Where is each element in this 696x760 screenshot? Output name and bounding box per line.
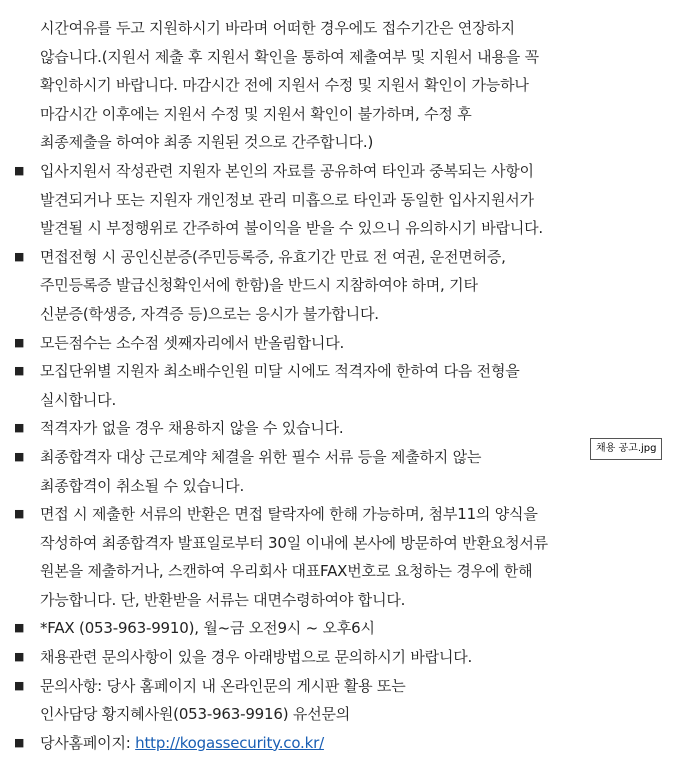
homepage-label: 당사홈페이지: [40,733,136,752]
bullet-line [0,643,696,672]
bullet-item [0,643,696,672]
bullet-square-icon: ■ [14,249,25,263]
intro-line: 확인하시기 바랍니다. 마감시간 전에 지원서 수정 및 지원서 확인이 가능하나 [40,76,529,95]
bullet-square-icon: ■ [14,364,25,378]
bullet-item [0,329,696,358]
bullet-text: 원본을 제출하거나, 스캔하여 우리회사 대표FAX번호로 요청하는 경우에 한해 [40,562,533,581]
intro-line: 최종제출을 하여야 최종 지원된 것으로 간주합니다.) [40,133,374,152]
bullet-item [0,614,696,643]
bullet-line [0,243,696,272]
bullet-text: 작성하여 최종합격자 발표일로부터 30일 이내에 본사에 방문하여 반환요청서류 [40,533,548,552]
document-body [0,14,696,757]
bullet-text: 실시합니다. [40,390,117,409]
bullet-square-icon: ■ [14,421,25,435]
bullet-item [0,672,696,729]
bullet-line [0,357,696,386]
bullet-text: 최종합격이 취소될 수 있습니다. [40,476,245,495]
homepage-link[interactable]: http://kogassecurity.co.kr/ [135,733,324,752]
bullet-line [0,157,696,186]
bullet-item [0,243,696,329]
bullet-line [0,672,696,701]
bullet-text: 인사담당 황지혜사원(053-963-9916) 유선문의 [40,705,351,724]
bullet-item [0,357,696,414]
bullet-text: *FAX (053-963-9910), 월~금 오전9시 ~ 오후6시 [40,619,375,638]
bullet-text: 가능합니다. 단, 반환받을 서류는 대면수령하여야 합니다. [40,590,406,609]
bullet-text: 최종합격자 대상 근로계약 체결을 위한 필수 서류 등을 제출하지 않는 [40,447,482,466]
bullet-item [0,157,696,243]
bullet-text: 면접전형 시 공인신분증(주민등록증, 유효기간 만료 전 여권, 운전면허증, [40,247,506,266]
bullet-text: 면접 시 제출한 서류의 반환은 면접 탈락자에 한해 가능하며, 첨부11의 양식을 [40,505,538,524]
bullet-item [0,729,696,758]
bullet-square-icon: ■ [14,678,25,692]
bullet-text: 입사지원서 작성관련 지원자 본인의 자료를 공유하여 타인과 중복되는 사항이 [40,161,534,180]
bullet-square-icon: ■ [14,650,25,664]
bullet-text: 모든점수는 소수점 셋째자리에서 반올림합니다. [40,333,345,352]
bullet-line [0,614,696,643]
bullet-square-icon: ■ [14,735,25,749]
bullet-text: 발견되거나 또는 지원자 개인정보 관리 미흡으로 타인과 동일한 입사지원서가 [40,190,534,209]
bullet-square-icon: ■ [14,163,25,177]
intro-line: 않습니다.(지원서 제출 후 지원서 확인을 통하여 제출여부 및 지원서 내용을 꼭 [40,47,539,66]
bullet-square-icon: ■ [14,621,25,635]
bullet-text: 문의사항: 당사 홈페이지 내 온라인문의 게시판 활용 또는 [40,676,406,695]
bullet-text: 모집단위별 지원자 최소배수인원 미달 시에도 적격자에 한하여 다음 전형을 [40,362,520,381]
bullet-line [0,500,696,529]
intro-paragraph [0,14,696,157]
bullet-square-icon: ■ [14,449,25,463]
bullet-text: 적격자가 없을 경우 채용하지 않을 수 있습니다. [40,419,344,438]
bullet-text: 채용관련 문의사항이 있을 경우 아래방법으로 문의하시기 바랍니다. [40,648,473,667]
bullet-square-icon: ■ [14,335,25,349]
intro-line: 시간여유를 두고 지원하시기 바라며 어떠한 경우에도 접수기간은 연장하지 [40,19,515,37]
bullet-text: 신분증(학생증, 자격증 등)으로는 응시가 불가합니다. [40,304,379,323]
bullet-item [0,500,696,614]
bullet-line [0,329,696,358]
bullet-line [0,729,696,758]
bullet-square-icon: ■ [14,507,25,521]
bullet-text: 주민등록증 발급신청확인서에 한함)을 반드시 지참하여야 하며, 기타 [40,276,478,295]
intro-line: 마감시간 이후에는 지원서 수정 및 지원서 확인이 불가하며, 수정 후 [40,104,472,123]
filename-tooltip: 채용 공고.jpg [590,438,662,460]
bullet-text: 발견될 시 부정행위로 간주하여 불이익을 받을 수 있으니 유의하시기 바랍니다. [40,219,543,238]
